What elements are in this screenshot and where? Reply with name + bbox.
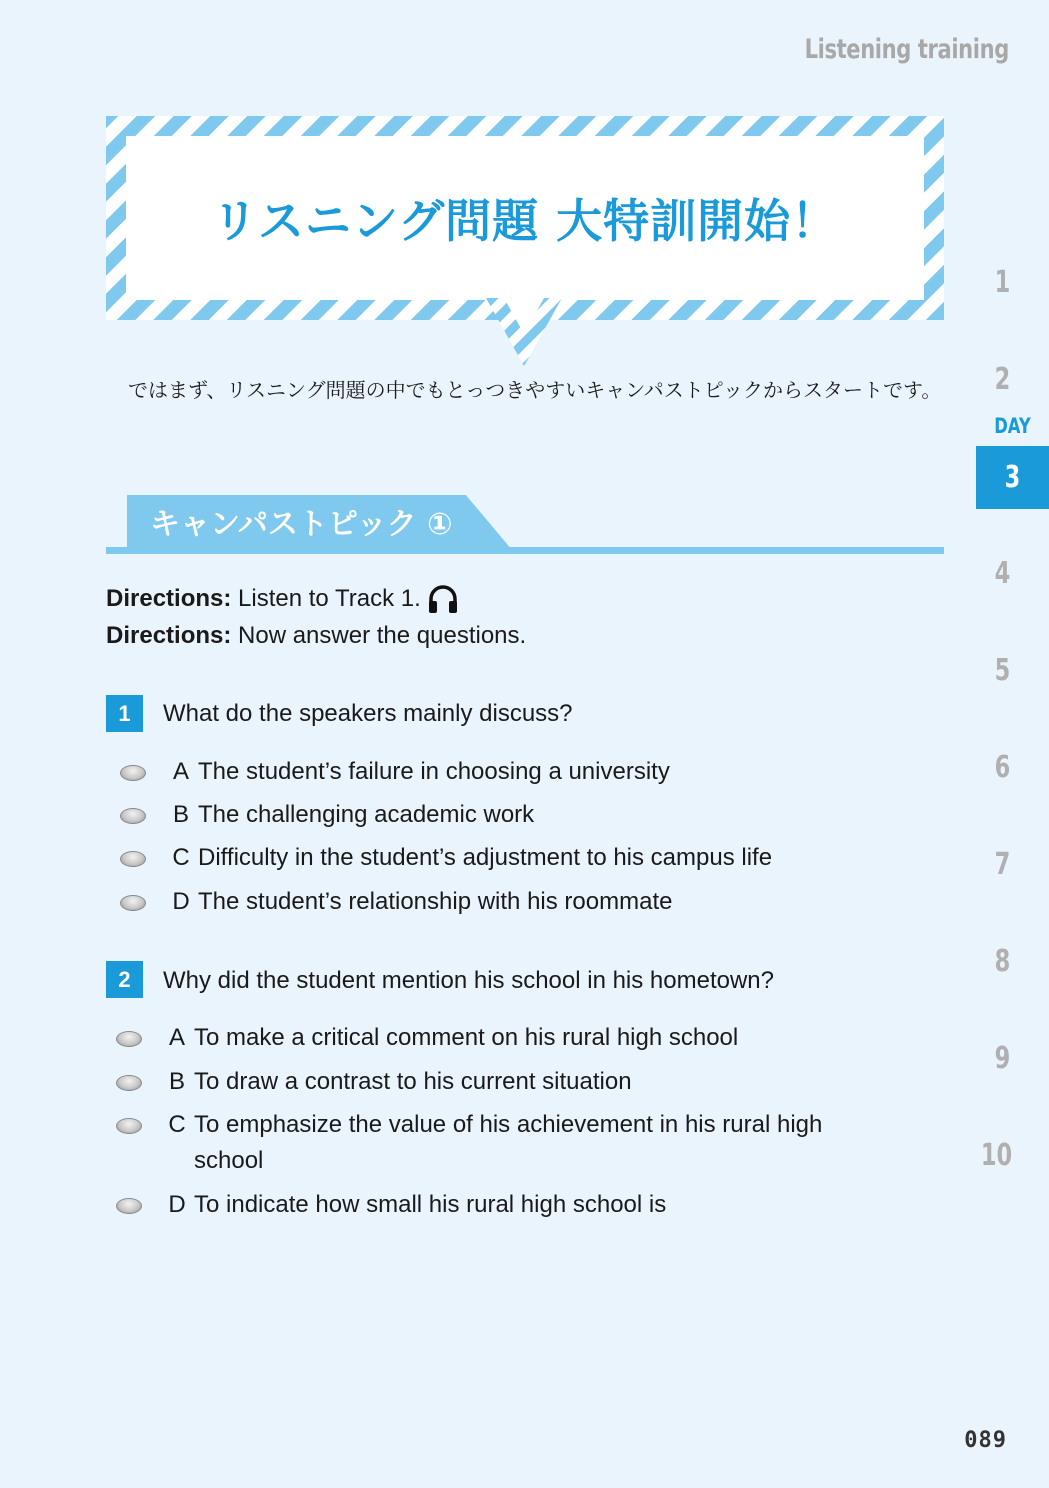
day-label: DAY: [994, 414, 1031, 438]
page-number: 089: [964, 1428, 1007, 1453]
option-letter: B: [168, 1068, 185, 1095]
headphones-icon[interactable]: [427, 584, 459, 614]
directions-line-2: [106, 617, 526, 654]
q1-option-b[interactable]: [120, 797, 534, 833]
radio-button[interactable]: [116, 1118, 142, 1134]
directions-label: Directions:: [106, 585, 232, 612]
option-letter: D: [172, 888, 190, 915]
option-letter: C: [168, 1111, 186, 1138]
radio-button[interactable]: [116, 1075, 142, 1091]
q2-option-c[interactable]: [116, 1107, 896, 1179]
option-letter: A: [172, 758, 189, 785]
day-nav-7[interactable]: 7: [994, 847, 1011, 882]
day-nav-3-label: 3: [1004, 460, 1021, 495]
day-nav-4[interactable]: 4: [994, 556, 1011, 591]
question-text-1: What do the speakers mainly discuss?: [163, 700, 573, 727]
radio-button[interactable]: [120, 851, 146, 867]
speech-bubble-tail: [486, 298, 562, 366]
q2-option-b[interactable]: [116, 1064, 632, 1100]
option-text: The challenging academic work: [198, 801, 535, 828]
intro-paragraph: ではまず、リスニング問題の中でもとっつきやすいキャンパストピックからスタートです。: [128, 378, 942, 402]
option-text: To emphasize the value of his achievement in his rural high school: [194, 1111, 823, 1174]
question-text-2: Why did the student mention his school in his hometown?: [163, 967, 775, 994]
title-banner-inner: [126, 136, 924, 300]
question-number-1: 1: [106, 695, 143, 732]
q1-option-d[interactable]: [120, 884, 672, 920]
day-nav-3-active[interactable]: [976, 446, 1049, 509]
directions-line-1: [106, 580, 526, 617]
section-title: キャンパストピック ①: [150, 507, 453, 542]
radio-button[interactable]: [116, 1031, 142, 1047]
radio-button[interactable]: [120, 895, 146, 911]
option-letter: B: [172, 801, 189, 828]
directions-block: [106, 580, 526, 654]
directions-label: Directions:: [106, 622, 232, 649]
running-head: Listening training: [804, 34, 1009, 65]
radio-button[interactable]: [120, 765, 146, 781]
day-nav-1[interactable]: 1: [994, 265, 1011, 300]
q2-option-a[interactable]: [116, 1020, 738, 1056]
section-underline: [106, 547, 944, 554]
radio-button[interactable]: [120, 808, 146, 824]
option-text: To draw a contrast to his current situation: [194, 1068, 632, 1095]
option-text: To indicate how small his rural high school is: [194, 1191, 667, 1218]
title-banner: [106, 116, 944, 320]
day-nav-5[interactable]: 5: [994, 653, 1011, 688]
directions-text: Listen to Track 1.: [238, 585, 421, 612]
option-letter: A: [168, 1024, 185, 1051]
option-text: To make a critical comment on his rural high school: [194, 1024, 739, 1051]
option-text: Difficulty in the student’s adjustment to his campus life: [198, 844, 773, 871]
question-number-2: 2: [106, 961, 143, 998]
day-nav-6[interactable]: 6: [994, 750, 1011, 785]
radio-button[interactable]: [116, 1198, 142, 1214]
directions-text: Now answer the questions.: [238, 622, 527, 649]
q2-option-d[interactable]: [116, 1187, 666, 1223]
day-nav-9[interactable]: 9: [994, 1041, 1011, 1076]
day-nav-2[interactable]: 2: [994, 362, 1011, 397]
day-nav-10[interactable]: 10: [980, 1138, 1013, 1173]
page-title: リスニング問題 大特訓開始！: [211, 194, 839, 248]
option-letter: C: [172, 844, 190, 871]
option-text: The student’s failure in choosing a university: [198, 758, 670, 785]
day-nav-8[interactable]: 8: [994, 944, 1011, 979]
option-letter: D: [168, 1191, 186, 1218]
q1-option-a[interactable]: [120, 754, 670, 790]
q1-option-c[interactable]: [120, 840, 772, 876]
option-text: The student’s relationship with his roommate: [198, 888, 673, 915]
